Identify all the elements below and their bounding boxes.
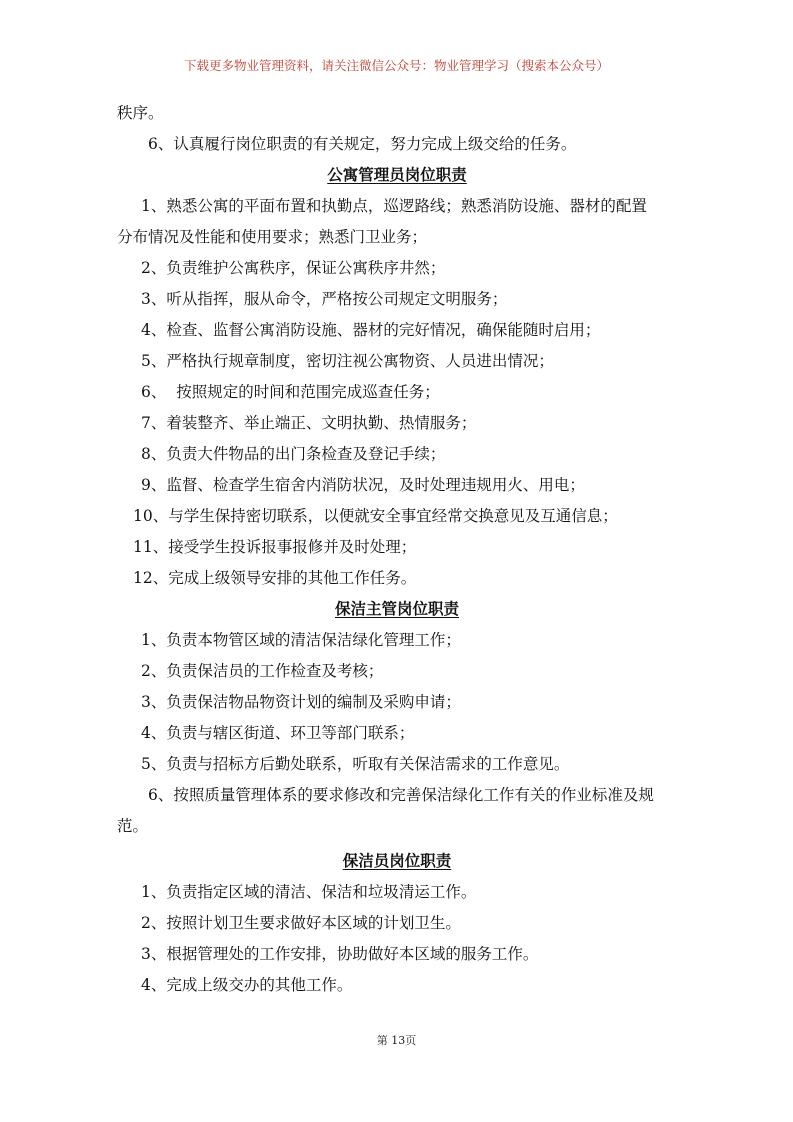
list-item: 6、 按照规定的时间和范围完成巡查任务； xyxy=(141,383,440,401)
list-item: 2、负责保洁员的工作检查及考核； xyxy=(141,662,384,680)
list-item: 6、认真履行岗位职责的有关规定，努力完成上级交给的任务。 xyxy=(148,135,577,153)
list-item: 3、听从指挥，服从命令，严格按公司规定文明服务； xyxy=(141,290,508,308)
list-item: 12、完成上级领导安排的其他工作任务。 xyxy=(133,569,417,587)
list-item: 2、按照计划卫生要求做好本区域的计划卫生。 xyxy=(141,914,461,932)
list-item: 3、根据管理处的工作安排，协助做好本区域的服务工作。 xyxy=(141,945,539,963)
list-item: 2、负责维护公寓秩序，保证公寓秩序井然； xyxy=(141,259,446,277)
list-item: 5、严格执行规章制度，密切注视公寓物资、人员进出情况； xyxy=(141,352,554,370)
page-number: 第 13页 xyxy=(376,1034,417,1047)
list-item: 3、负责保洁物品物资计划的编制及采购申请； xyxy=(141,693,461,711)
page-header: 下载更多物业管理资料，请关注微信公众号：物业管理学习（搜索本公众号） xyxy=(183,58,609,73)
list-item: 4、完成上级交办的其他工作。 xyxy=(141,976,353,994)
paragraph-continuation: 秩序。 xyxy=(117,104,164,122)
list-item: 1、熟悉公寓的平面布置和执勤点，巡逻路线；熟悉消防设施、器材的配置 xyxy=(141,197,647,215)
list-item: 8、负责大件物品的出门条检查及登记手续； xyxy=(141,445,446,463)
list-item-continuation: 范。 xyxy=(117,817,149,835)
list-item: 1、负责指定区域的清洁、保洁和垃圾清运工作。 xyxy=(141,883,477,901)
list-item: 10、与学生保持密切联系，以便就安全事宜经常交换意见及互通信息； xyxy=(133,507,618,525)
section-title-apartment-manager: 公寓管理员岗位职责 xyxy=(327,166,467,184)
list-item: 5、负责与招标方后勤处联系，听取有关保洁需求的工作意见。 xyxy=(141,755,570,773)
list-item: 11、接受学生投诉报事报修并及时处理； xyxy=(133,538,417,556)
list-item: 4、负责与辖区街道、环卫等部门联系； xyxy=(141,724,415,742)
document-body xyxy=(117,98,677,1001)
section-title-cleaning-supervisor: 保洁主管岗位职责 xyxy=(334,600,459,618)
list-item: 9、监督、检查学生宿舍内消防状况，及时处理违规用火、用电； xyxy=(141,476,585,494)
section-title-cleaner: 保洁员岗位职责 xyxy=(342,852,452,870)
list-item: 7、着装整齐、举止端正、文明执勤、热情服务； xyxy=(141,414,477,432)
list-item-continuation: 分布情况及性能和使用要求；熟悉门卫业务； xyxy=(117,228,428,246)
list-item: 1、负责本物管区域的清洁保洁绿化管理工作； xyxy=(141,631,461,649)
list-item: 6、按照质量管理体系的要求修改和完善保洁绿化工作有关的作业标准及规 xyxy=(148,786,654,804)
list-item: 4、检查、监督公寓消防设施、器材的完好情况，确保能随时启用； xyxy=(141,321,601,339)
